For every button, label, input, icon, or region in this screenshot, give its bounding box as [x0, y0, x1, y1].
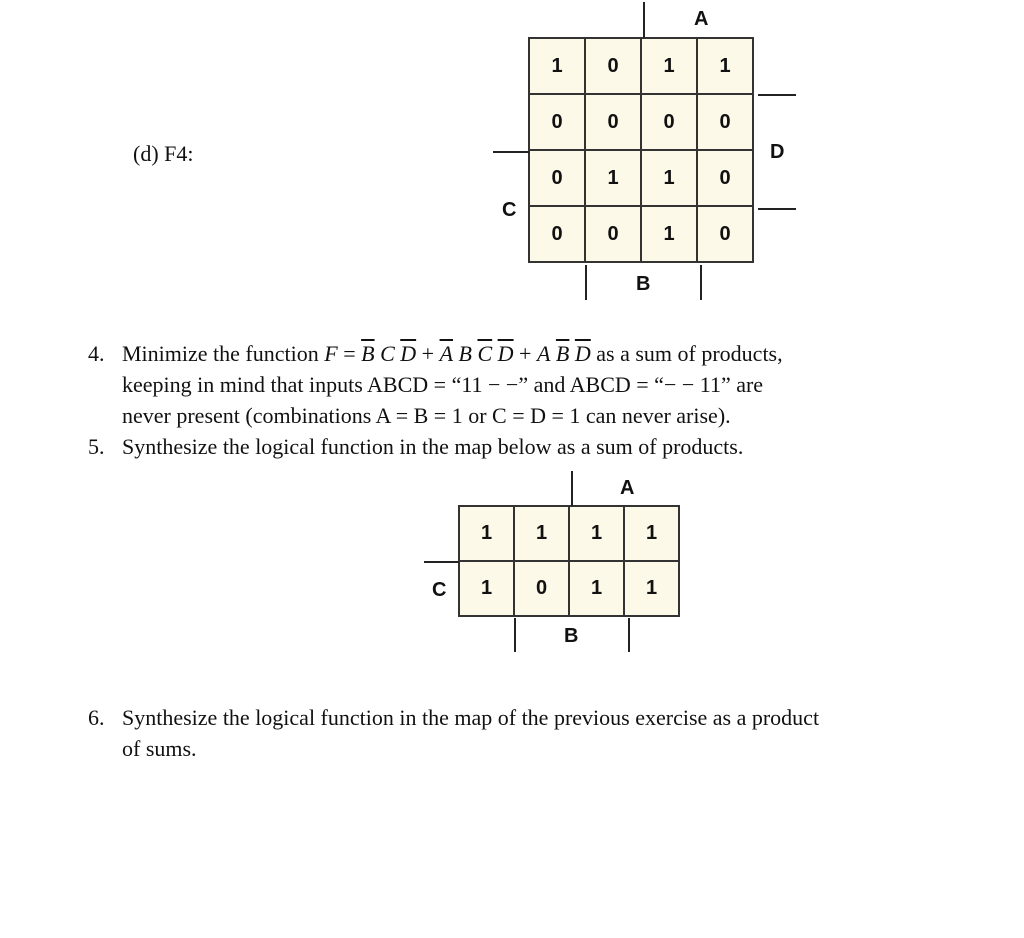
problem-4-line-3: never present (combinations A = B = 1 or C = D = 1 can never arise). [122, 403, 731, 428]
kmap1-row [529, 94, 753, 150]
kmap1-d-bracket-top [758, 94, 796, 96]
kmap1-cell: 0 [697, 150, 753, 206]
kmap2-cell: 1 [624, 561, 679, 616]
kmap1-label-b: B [636, 273, 651, 295]
kmap2-cell: 1 [624, 506, 679, 561]
kmap1-cell: 0 [529, 206, 585, 262]
kmap1-cell: 0 [641, 94, 697, 150]
kmap2-b-bracket-left [514, 618, 516, 652]
problem-4-line-1: Minimize the function $F = \overline{B}$ C $\overline{D} + \overline{A}$ B $\overline{C}$ $\overline{D} + A$ $\overline{B}$ $\overline{D}$ as a sum of products, [122, 341, 783, 366]
kmap2-cell: 0 [514, 561, 569, 616]
kmap2-b-bracket-right [628, 618, 630, 652]
kmap2-cell: 1 [569, 506, 624, 561]
kmap1-d-bracket-bottom [758, 208, 796, 210]
kmap1-cell: 0 [697, 94, 753, 150]
kmap1-row [529, 206, 753, 262]
problem-4-line-2: keeping in mind that inputs ABCD = “11 − −” and ABCD = “− − 11” are [122, 372, 764, 397]
kmap2-label-a: A [620, 477, 635, 499]
kmap2-a-bracket [571, 471, 573, 506]
problem-5 [88, 431, 968, 462]
problem-number: 5. [88, 434, 105, 459]
kmap1-grid [528, 37, 754, 263]
kmap1-row [529, 38, 753, 94]
kmap1-cell: 0 [585, 38, 641, 94]
kmap1-cell: 1 [529, 38, 585, 94]
kmap1-cell: 0 [697, 206, 753, 262]
kmap1-a-bracket [643, 2, 645, 38]
kmap2-row [459, 561, 679, 616]
kmap1-cell: 1 [697, 38, 753, 94]
problem-4 [88, 338, 968, 431]
kmap2-cell: 1 [459, 506, 514, 561]
kmap2-cell: 1 [514, 506, 569, 561]
kmap1-c-bracket [493, 151, 529, 153]
problem-number: 4. [88, 341, 105, 366]
kmap1-row [529, 150, 753, 206]
kmap1-label-c: C [502, 199, 517, 221]
problem-6 [88, 702, 968, 764]
kmap1-cell: 1 [641, 206, 697, 262]
problem-number: 6. [88, 705, 105, 730]
kmap1-cell: 1 [641, 150, 697, 206]
kmap1-cell: 1 [641, 38, 697, 94]
kmap1-cell: 0 [585, 206, 641, 262]
kmap2-row [459, 506, 679, 561]
kmap2-cell: 1 [459, 561, 514, 616]
kmap1-cell: 0 [585, 94, 641, 150]
kmap1-cell: 1 [585, 150, 641, 206]
problem-5-text: Synthesize the logical function in the map below as a sum of products. [122, 434, 744, 459]
kmap1-cell: 0 [529, 150, 585, 206]
kmap1-cell: 0 [529, 94, 585, 150]
problem-6-line-2: of sums. [122, 736, 197, 761]
kmap2-label-b: B [564, 625, 579, 647]
kmap2-cell: 1 [569, 561, 624, 616]
kmap1-b-bracket-left [585, 265, 587, 300]
kmap2-label-c: C [432, 579, 447, 601]
part-d-label: (d) F4: [133, 141, 194, 166]
kmap2-grid [458, 505, 680, 617]
kmap1-b-bracket-right [700, 265, 702, 300]
problem-6-line-1: Synthesize the logical function in the map of the previous exercise as a product [122, 705, 820, 730]
kmap2-c-bracket [424, 561, 459, 563]
kmap1-label-d: D [770, 141, 785, 163]
kmap1-label-a: A [694, 8, 709, 30]
